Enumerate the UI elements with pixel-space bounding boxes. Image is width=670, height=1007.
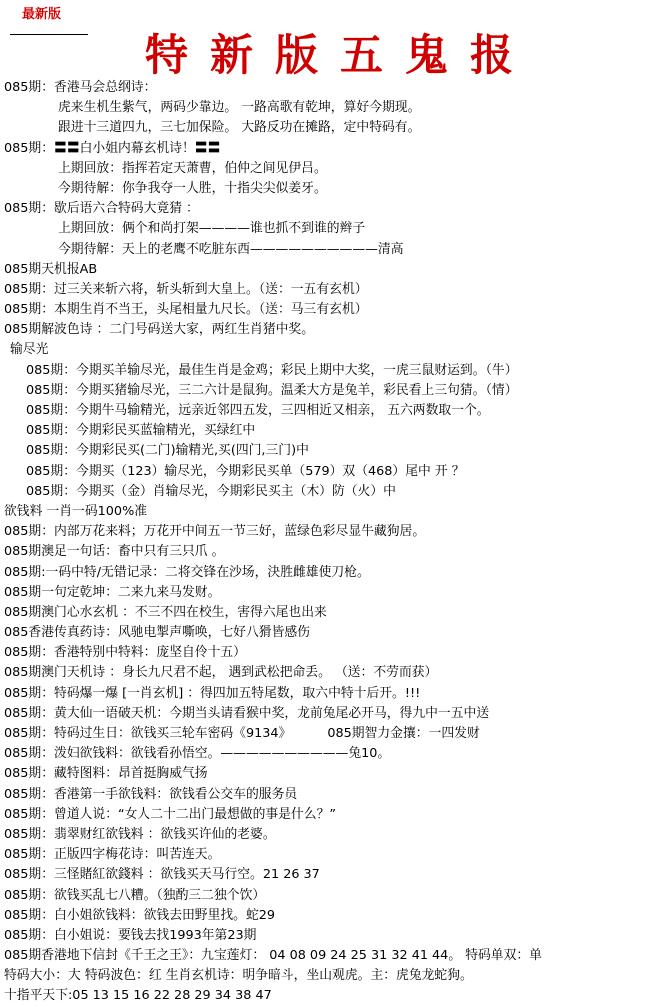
line-text: 085期：今期彩民买蓝输精光，买绿红中: [26, 423, 256, 439]
line-text: 085期：香港马会总纲诗：: [4, 80, 157, 95]
line-text: 085期：香港特别中特料：庞坚自伶十五）: [4, 645, 246, 661]
content-line: [0, 886, 670, 906]
content-line: [0, 724, 670, 744]
content-line: [0, 946, 670, 966]
line-text: 085期：香港第一手欲钱料：欲钱看公交车的服务员: [4, 786, 298, 802]
line-text: 085期香港地下信封《千王之王》：九宝莲灯： 04 08 09 24 25 31 32 41 44。 特码单双：单: [4, 948, 542, 964]
content-line: [0, 684, 670, 704]
line-text: 上期回放：指挥若定天萧曹，伯仲之间见伊吕。: [58, 160, 327, 176]
line-text: 085期解波色诗 ：二门号码送大家，两红生肖猪中奖。: [4, 322, 315, 338]
line-text: 跟进十三道四九，三七加保险。 大路反功在摊路，定中特码有。: [58, 120, 421, 136]
content-line: [0, 785, 670, 805]
content-line: [0, 118, 670, 138]
content-line: [0, 98, 670, 118]
line-text: 特码大小：大 特码波色：红 生肖玄机诗：明争暗斗，坐山观虎。主：虎兔龙蛇狗。: [4, 968, 473, 984]
content-line: [0, 926, 670, 946]
content-line: [0, 441, 670, 461]
line-text: 085期：特码爆一爆 [一肖玄机] ：得四加五特尾数，取六中特十后开。!!!: [4, 685, 421, 701]
content-line: [0, 704, 670, 724]
line-text: 085期澳足一句话：畜中只有三只爪 。: [4, 544, 225, 560]
content-line: [0, 300, 670, 320]
content-line: [0, 320, 670, 340]
line-text: 085期：今期买猪输尽光，三二六计是鼠狗。温柔大方是兔羊，彩民看上三句猜。（情）: [26, 382, 518, 398]
content-line: [0, 502, 670, 522]
content-line: [0, 744, 670, 764]
content-line: [0, 603, 670, 623]
line-text: 085期：曾道人说：“女人二十二出门最想做的事是什么？”: [4, 806, 337, 822]
content-line: [0, 159, 670, 179]
content-line: [0, 522, 670, 542]
line-text: 上期回放：俩个和尚打架————谁也抓不到谁的辫子: [58, 221, 366, 237]
content-line: [0, 139, 670, 159]
content-lines: [0, 78, 670, 1007]
content-line: [0, 260, 670, 280]
line-text: 085期：〓〓白小姐内幕玄机诗！〓〓: [4, 140, 221, 156]
line-text: 085期：今期买（金）肖输尽光，今期彩民买主（木）防（火）中: [26, 483, 396, 499]
line-text: 085期：过三关来斩六将，斩头斩到大皇上。（送：一五有玄机）: [4, 281, 368, 297]
line-text: 085期：白小姐欲钱料：欲钱去田野里找。蛇29: [4, 907, 276, 923]
line-text: 085期：今期买（123）输尽光，今期彩民买单（579）双（468）尾中 开 ？: [26, 463, 465, 479]
content-line: [0, 623, 670, 643]
content-line: [0, 583, 670, 603]
line-text: 085期：今期彩民买(二门)输精光,买(四门,三门)中: [26, 443, 309, 459]
line-text: 085期：藏特图料：昂首挺胸威气扬: [4, 766, 208, 782]
line-text: 085香港传真药诗：风驰电掣声嘶唤，七好八猾皆感伤: [4, 625, 310, 641]
content-line: [0, 179, 670, 199]
line-text: 085期：内部万花来料；万花开中间五一节三好，蓝绿色彩尽显牛藏狗居。: [4, 524, 426, 540]
line-text: 085期澳门心水玄机 ：不三不四在校生，害得六尾也出来: [4, 604, 327, 620]
line-text: 085期：欲钱买乱七八糟。（独酌三二独个饮）: [4, 887, 266, 903]
line-text: 今期待解：天上的老鹰不吃脏东西——————————清高: [58, 241, 404, 257]
content-line: [0, 78, 670, 98]
content-line: [0, 764, 670, 784]
line-text: 085期：翡翠财红欲钱料 ：欲钱买许仙的老婆。: [4, 826, 276, 842]
line-text: 十指平天下:05 13 15 16 22 28 29 34 38 47: [4, 988, 272, 1004]
line-text: 虎来生机生紫气，两码少靠边。 一路高歌有乾坤，算好今期现。: [58, 100, 421, 116]
line-text: 085期：本期生肖不当王，头尾相量九尺长。（送：马三有玄机）: [4, 302, 368, 318]
line-text: 085期澳门天机诗 ：身长九尺君不起， 遇到武松把命丢。 （送：不劳而获）: [4, 665, 438, 681]
line-text: 085期:一码中特/无错记录：二将交锋在沙场，決胜雌雄使刀枪。: [4, 564, 370, 580]
content-line: [0, 865, 670, 885]
content-line: [0, 825, 670, 845]
content-line: [0, 805, 670, 825]
content-line: [0, 340, 670, 360]
content-line: [0, 421, 670, 441]
content-line: [0, 663, 670, 683]
content-line: [0, 381, 670, 401]
content-line: [0, 482, 670, 502]
line-text: 085期：正版四字梅花诗：叫苦连天。: [4, 847, 221, 863]
content-line: [0, 462, 670, 482]
line-text: 085期：白小姐说：要钱去找1993年第23期: [4, 927, 257, 943]
line-text: 085期：今期牛马输精光，远亲近邻四五发，三四相近又相亲， 五六两数取一个。: [26, 403, 490, 418]
content-line: [0, 643, 670, 663]
content-line: [0, 401, 670, 421]
content-line: [0, 542, 670, 562]
content-line: [0, 219, 670, 239]
content-line: [0, 906, 670, 926]
content-line: [0, 563, 670, 583]
line-text: 085期：特码过生日：欲钱买三轮车密码《9134》: [4, 726, 292, 741]
line-text: 今期待解：你争我夺一人胜，十指尖尖似姜牙。: [58, 180, 327, 196]
content-line: [0, 361, 670, 381]
edition-badge: 最新版: [22, 7, 62, 22]
line-text: 085期：三怪賭紅欲錢料 ：欲钱买天马行空。21 26 37: [4, 867, 320, 883]
line-text: 085期：泼妇欲钱料：欲钱看孙悟空。——————————兔10。: [4, 746, 391, 762]
line-text: 085期一句定乾坤：二来九来马发财。: [4, 584, 221, 600]
line-text: 输尽光: [10, 342, 49, 358]
line-text: 085期：黄大仙一语破天机：今期当头请看猴中奖，龙前兔尾必开马，得九中一五中送: [4, 705, 490, 721]
content-line: [0, 280, 670, 300]
page-title: 特新版五鬼报: [145, 31, 535, 81]
line-text: 085期：今期买羊输尽光，最佳生肖是金鸡；彩民上期中大奖，一虎三鼠财运到。（牛）: [26, 362, 518, 378]
content-line: [0, 240, 670, 260]
content-line: [0, 966, 670, 986]
line-text: 085期天机报AB: [4, 261, 98, 277]
line-tail-text: 085期智力金攘：一四发财: [327, 726, 480, 741]
line-text: 欲钱料 一肖一码100%准: [4, 503, 148, 519]
content-line: [0, 845, 670, 865]
content-line: [0, 199, 670, 219]
line-text: 085期：歇后语六合特码大竟猜 ：: [4, 201, 199, 217]
